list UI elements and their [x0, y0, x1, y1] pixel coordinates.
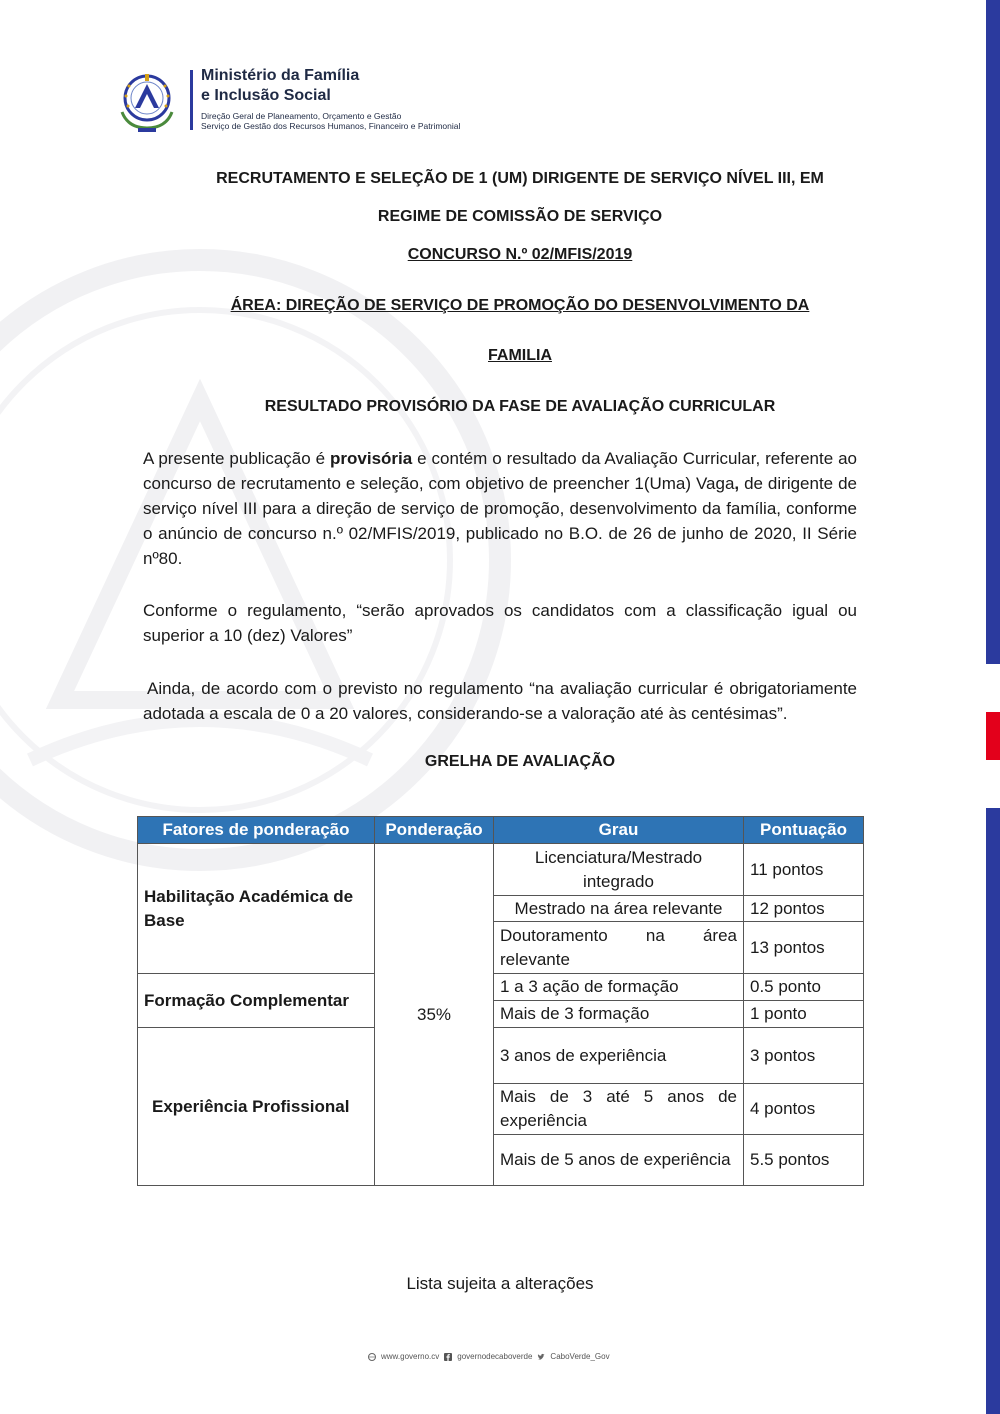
- title-line-1: RECRUTAMENTO E SELEÇÃO DE 1 (UM) DIRIGENTE DE SERVIÇO NÍVEL III, EM: [216, 170, 824, 187]
- title-line-2: REGIME DE COMISSÃO DE SERVIÇO: [377, 208, 663, 225]
- table-header-row: [138, 817, 864, 844]
- p1-comma: ,: [734, 474, 740, 493]
- footer-facebook[interactable]: governodecaboverde: [457, 1352, 533, 1361]
- grau-cell: Mestrado na área relevante: [494, 896, 744, 922]
- table-row: [138, 974, 864, 1001]
- table-row: [138, 844, 864, 896]
- evaluation-table: [137, 816, 864, 1186]
- grau-cell: Mais de 3 até 5 anos de experiência: [494, 1084, 744, 1135]
- edge-stripe-red: [986, 712, 1000, 760]
- pontuacao-cell: 1 ponto: [744, 1001, 864, 1028]
- footer: [368, 1352, 610, 1361]
- p1-text-a: A presente publicação é: [143, 449, 331, 468]
- header-fatores: Fatores de ponderação: [138, 817, 375, 844]
- pontuacao-cell: 11 pontos: [744, 844, 864, 896]
- factor-experiencia: Experiência Profissional: [138, 1028, 375, 1186]
- edge-stripe-blue-bottom: [986, 808, 1000, 1414]
- footer-website[interactable]: www.governo.cv: [381, 1352, 440, 1361]
- facebook-icon: [444, 1353, 452, 1361]
- header-pontuacao: Pontuação: [744, 817, 864, 844]
- ponderacao-value: 35%: [375, 844, 494, 1186]
- area-line-1: ÁREA: DIREÇÃO DE SERVIÇO DE PROMOÇÃO DO DESENVOLVIMENTO DA: [230, 297, 810, 314]
- paragraph-scale: Ainda, de acordo com o previsto no regulamento “na avaliação curricular é obrigatoriamente adotada a escala de 0 a 20 valores, considerando-se a valoração até às centésimas”.: [143, 679, 857, 723]
- footnote: Lista sujeita a alterações: [406, 1274, 594, 1293]
- resultado-title: RESULTADO PROVISÓRIO DA FASE DE AVALIAÇÃO CURRICULAR: [264, 398, 776, 415]
- header-ponderacao: Ponderação: [375, 817, 494, 844]
- globe-icon: [368, 1353, 376, 1361]
- service-name: Serviço de Gestão dos Recursos Humanos, Financeiro e Patrimonial: [201, 121, 461, 131]
- pontuacao-cell: 0.5 ponto: [744, 974, 864, 1001]
- area-wrap-2: [140, 347, 900, 365]
- header-divider: [190, 70, 193, 130]
- ministry-line-2: e Inclusão Social: [201, 87, 331, 104]
- grau-cell: Licenciatura/Mestrado integrado: [494, 844, 744, 896]
- p1-text-b: e contém o resultado da Avaliação Curricular, referente ao concurso de recrutamento e seleção, com objetivo de preencher 1(Uma) Vaga: [143, 449, 858, 493]
- directorate-name: Direção Geral de Planeamento, Orçamento e Gestão: [201, 111, 402, 121]
- pontuacao-cell: 12 pontos: [744, 896, 864, 922]
- table-row: [138, 1028, 864, 1084]
- header-grau: Grau: [494, 817, 744, 844]
- footer-twitter[interactable]: CaboVerde_Gov: [550, 1352, 610, 1361]
- twitter-icon: [537, 1353, 545, 1361]
- pontuacao-cell: 13 pontos: [744, 922, 864, 974]
- edge-stripe-blue-top: [986, 0, 1000, 664]
- pontuacao-cell: 3 pontos: [744, 1028, 864, 1084]
- grau-cell: Mais de 5 anos de experiência: [494, 1135, 744, 1186]
- grau-cell: Doutoramento na área relevante: [494, 922, 744, 974]
- ministry-name: [201, 66, 441, 106]
- concurso-wrap: [140, 246, 900, 264]
- ministry-line-1: Ministério da Família: [201, 67, 360, 84]
- paragraph-intro: [143, 446, 857, 571]
- pontuacao-cell: 5.5 pontos: [744, 1135, 864, 1186]
- concurso-number: CONCURSO N.º 02/MFIS/2019: [407, 246, 633, 263]
- grau-cell: Mais de 3 formação: [494, 1001, 744, 1028]
- pontuacao-cell: 4 pontos: [744, 1084, 864, 1135]
- p1-bold: provisória: [330, 449, 413, 468]
- paragraph-regulation: Conforme o regulamento, “serão aprovados os candidatos com a classificação igual ou superior a 10 (dez) Valores”: [143, 601, 857, 645]
- grau-cell: 1 a 3 ação de formação: [494, 974, 744, 1001]
- area-line-2: FAMILIA: [488, 347, 552, 364]
- area-wrap-1: [140, 297, 900, 315]
- grelha-title: GRELHA DE AVALIAÇÃO: [424, 753, 616, 770]
- grau-cell: 3 anos de experiência: [494, 1028, 744, 1084]
- p1-text-c: de dirigente de serviço nível III para a direção de serviço de promoção, desenvolvimento da família, conforme o anúncio de concurso n.º 02/MFIS/2019, publicado no B.O. de 26 de junho de 2020, II Série nº80.: [143, 474, 857, 568]
- factor-formacao: Formação Complementar: [138, 974, 375, 1028]
- coat-of-arms-icon: [114, 66, 180, 136]
- factor-habilitacao: Habilitação Académica de Base: [138, 844, 375, 974]
